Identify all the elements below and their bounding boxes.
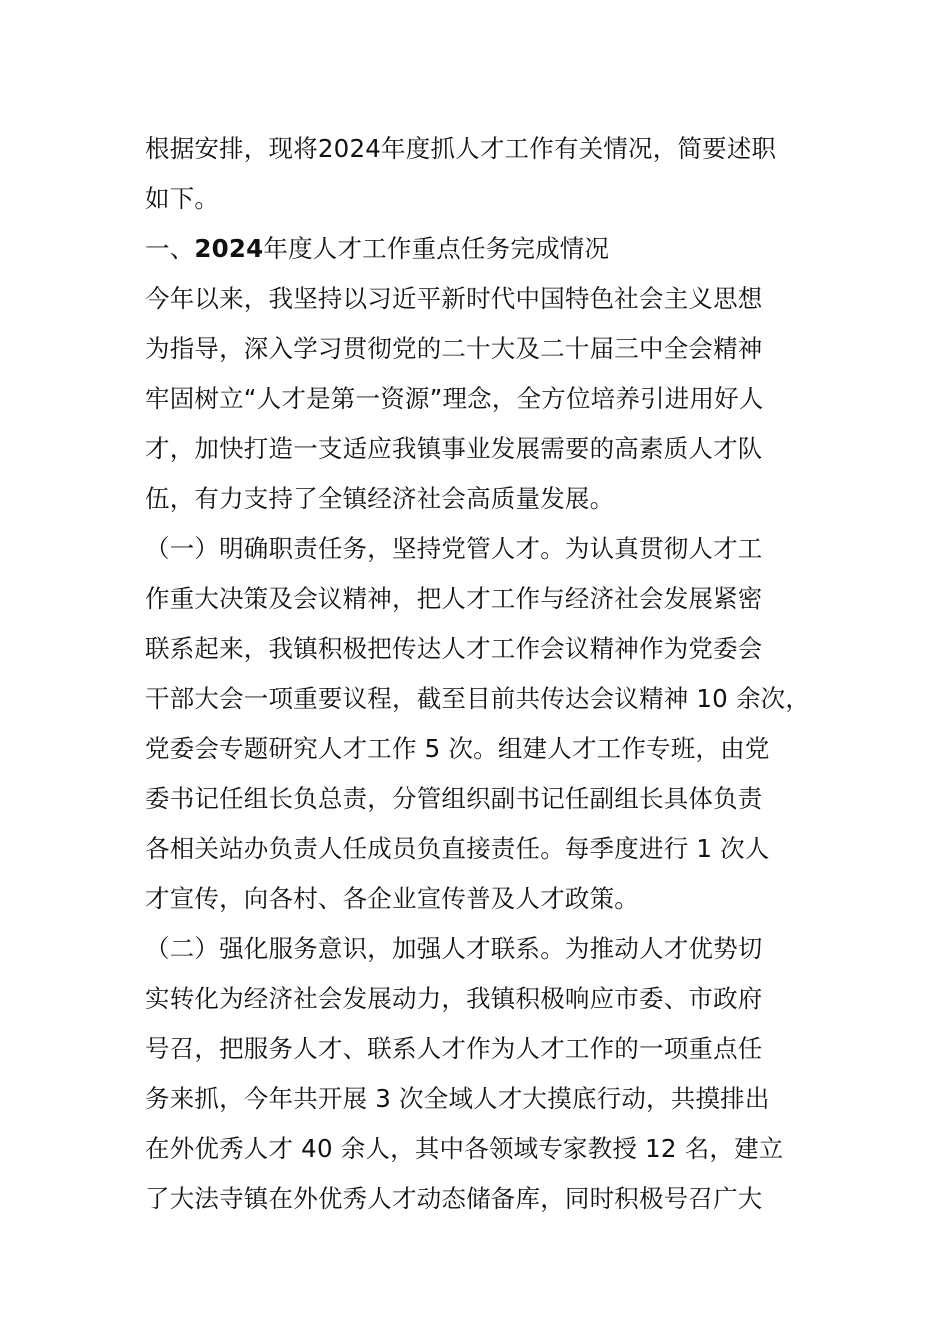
subsection-2-line-2: 实转化为经济社会发展动力，我镇积极响应市委、市政府	[145, 984, 763, 1013]
subsection-1-line-1: （一）明确职责任务，坚持党管人才。为认真贯彻人才工	[145, 534, 763, 563]
subsection-1-line-3: 联系起来，我镇积极把传达人才工作会议精神作为党委会	[145, 634, 763, 663]
subsection-1-line-8: 才宣传，向各村、各企业宣传普及人才政策。	[145, 884, 639, 913]
section-heading-1-prefix: 一、	[145, 234, 195, 263]
section-heading-1	[145, 224, 845, 274]
subsection-1-line-6: 委书记任组长负总责，分管组织副书记任副组长具体负责	[145, 784, 763, 813]
paragraph-overview-line-1: 今年以来，我坚持以习近平新时代中国特色社会主义思想	[145, 284, 763, 313]
subsection-1-line-5: 党委会专题研究人才工作 5 次。组建人才工作专班，由党	[145, 734, 770, 763]
subsection-2-line-3: 号召，把服务人才、联系人才作为人才工作的一项重点任	[145, 1034, 763, 1063]
paragraph-overview-line-3: 牢固树立“人才是第一资源”理念，全方位培养引进用好人	[145, 384, 764, 413]
subsection-1-line-2: 作重大决策及会议精神，把人才工作与经济社会发展紧密	[145, 584, 763, 613]
subsection-2-line-1: （二）强化服务意识，加强人才联系。为推动人才优势切	[145, 934, 763, 963]
subsection-2-line-5: 在外优秀人才 40 余人，其中各领域专家教授 12 名，建立	[145, 1134, 784, 1163]
paragraph-intro-line-2: 如下。	[145, 184, 220, 213]
paragraph-intro-line-1: 根据安排，现将2024年度抓人才工作有关情况，简要述职	[145, 134, 777, 163]
subsection-1-line-7: 各相关站办负责人任成员负直接责任。每季度进行 1 次人	[145, 834, 770, 863]
subsection-2-line-6: 了大法寺镇在外优秀人才动态储备库，同时积极号召广大	[145, 1184, 763, 1213]
subsection-2-line-4: 务来抓，今年共开展 3 次全域人才大摸底行动，共摸排出	[145, 1084, 770, 1113]
section-heading-1-title: 年度人才工作重点任务完成情况	[263, 234, 610, 263]
paragraph-overview-line-5: 伍，有力支持了全镇经济社会高质量发展。	[145, 484, 615, 513]
paragraph-overview-line-2: 为指导，深入学习贯彻党的二十大及二十届三中全会精神	[145, 334, 763, 363]
subsection-1-line-4: 干部大会一项重要议程，截至目前共传达会议精神 10 余次，	[145, 684, 811, 713]
section-heading-1-year: 2024	[194, 234, 264, 263]
paragraph-overview-line-4: 才，加快打造一支适应我镇事业发展需要的高素质人才队	[145, 434, 763, 463]
